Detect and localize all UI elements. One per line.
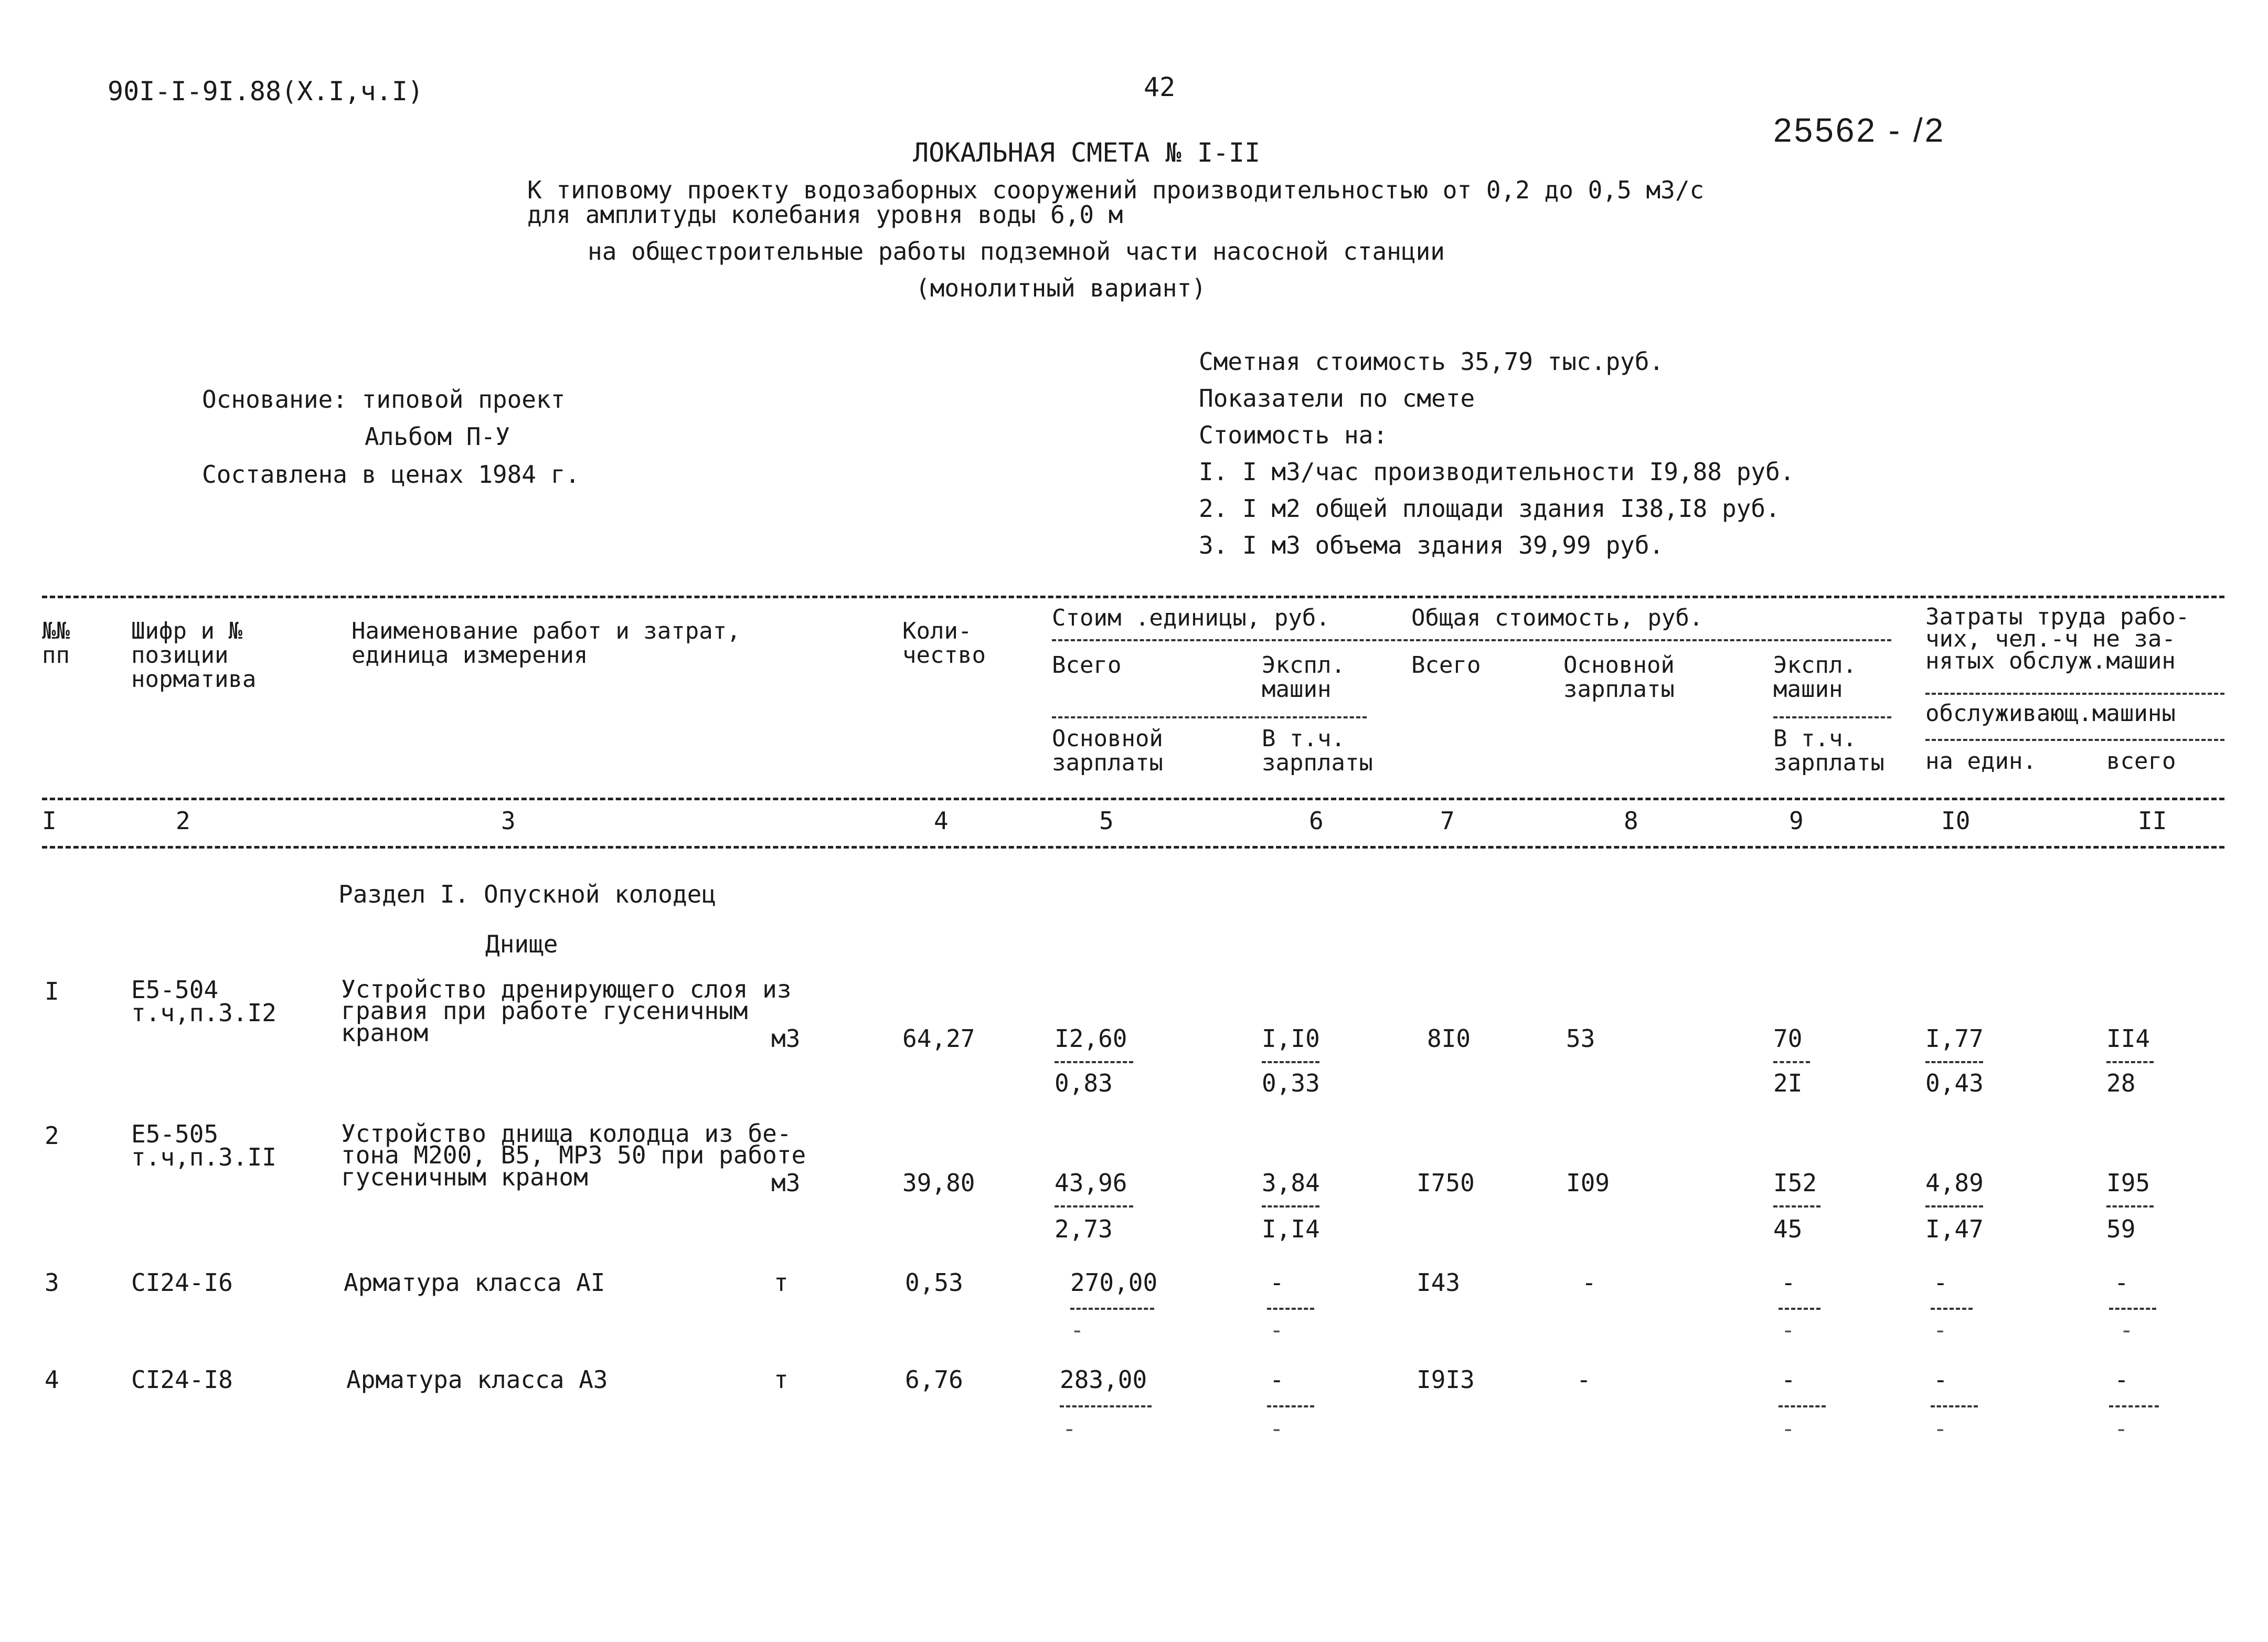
row-unit-total: 270,00 xyxy=(1070,1268,1158,1297)
header-labor-service: обслуживающ.машины xyxy=(1925,700,2176,727)
row-unit: м3 xyxy=(771,1169,801,1197)
cost-per-area: 2. I м2 общей площади здания I38,I8 руб. xyxy=(1199,494,1780,523)
cost-per-capacity: I. I м3/час производительности I9,88 руб. xyxy=(1199,458,1795,486)
header-labor-total: всего xyxy=(2106,748,2176,775)
table-top-rule xyxy=(42,596,2224,598)
row-code: Е5-504 т.ч,п.3.I2 xyxy=(131,976,276,1027)
row-total-machines: I52 xyxy=(1773,1169,1817,1197)
row-unit: т xyxy=(774,1365,789,1394)
column-number-8: 8 xyxy=(1624,807,1638,835)
row-labor-total-rule xyxy=(2106,1061,2154,1063)
row-total-all: I750 xyxy=(1417,1169,1475,1197)
row-unit-wages: - xyxy=(1062,1415,1077,1442)
row-labor-total: II4 xyxy=(2106,1024,2150,1053)
row-total-all: 8I0 xyxy=(1427,1024,1471,1053)
row-unit-machines: - xyxy=(1270,1365,1284,1394)
row-labor-service-total: - xyxy=(2114,1415,2128,1442)
header-total-incl-wages: В т.ч. зарплаты xyxy=(1773,725,1884,777)
row-unit-total: 283,00 xyxy=(1060,1365,1147,1394)
row-unit-machines: - xyxy=(1270,1268,1284,1297)
header-unit-cost: Стоим .единицы, руб. xyxy=(1052,605,1330,631)
row-labor-total-rule xyxy=(2109,1308,2156,1310)
cost-per-title: Стоимость на: xyxy=(1199,421,1388,449)
row-unit-incl-wages: - xyxy=(1270,1415,1284,1442)
estimated-cost: Сметная стоимость 35,79 тыс.руб. xyxy=(1199,347,1664,376)
row-labor-per-unit-rule xyxy=(1931,1405,1978,1407)
row-labor-total-rule xyxy=(2106,1205,2154,1207)
row-unit-machines-rule xyxy=(1267,1308,1314,1310)
row-unit-incl-wages: - xyxy=(1270,1317,1284,1343)
row-labor-per-unit: - xyxy=(1933,1365,1948,1394)
document-code: 90I-I-9I.88(X.I,ч.I) xyxy=(108,76,424,107)
header-total-cost: Общая стоимость, руб. xyxy=(1411,605,1703,631)
document-subtitle-3: на общестроительные работы подземной части насосной станции xyxy=(588,237,1445,266)
document-subtitle-2: для амплитуды колебания уровня воды 6,0 м xyxy=(527,200,1123,229)
row-unit: т xyxy=(774,1268,789,1297)
row-quantity: 6,76 xyxy=(905,1365,963,1394)
archive-stamp-number: 25562 - /2 xyxy=(1773,111,1946,149)
basis-prices: Составлена в ценах 1984 г. xyxy=(202,460,580,489)
header-labor-rule-2 xyxy=(1925,739,2224,741)
row-total-machines: - xyxy=(1781,1365,1796,1394)
indicators-title: Показатели по смете xyxy=(1199,384,1475,412)
row-code: СI24-I6 xyxy=(131,1268,233,1297)
header-total-machines: Экспл. машин xyxy=(1773,652,1857,703)
row-total-machines: - xyxy=(1781,1268,1796,1297)
header-col-4: Коли- чество xyxy=(902,618,986,669)
column-number-10: I0 xyxy=(1941,807,1971,835)
row-number: 2 xyxy=(45,1121,59,1150)
row-labor-service-total: - xyxy=(2120,1317,2134,1343)
row-total-wages: I09 xyxy=(1566,1169,1610,1197)
header-col-2: Шифр и № позиции норматива xyxy=(131,618,257,693)
column-number-4: 4 xyxy=(934,807,949,835)
table-numbers-rule xyxy=(42,846,2224,849)
row-total-incl-wages: 2I xyxy=(1773,1069,1803,1097)
column-number-2: 2 xyxy=(176,807,190,835)
column-number-1: I xyxy=(42,807,57,835)
header-total-sub-rule xyxy=(1773,716,1891,718)
header-labor: Затраты труда рабо- чих, чел.-ч не за- нятых обслуж.машин xyxy=(1925,603,2190,674)
row-labor-per-unit: 4,89 xyxy=(1925,1169,1984,1197)
row-labor-total-rule xyxy=(2109,1405,2159,1407)
row-unit-total-rule xyxy=(1060,1405,1152,1407)
row-total-machines-rule xyxy=(1779,1308,1820,1310)
document-title: ЛОКАЛЬНАЯ СМЕТА № I-II xyxy=(913,137,1261,168)
row-total-machines-rule xyxy=(1779,1405,1826,1407)
row-total-machines-rule xyxy=(1773,1061,1810,1063)
header-col-1: №№ пп xyxy=(42,618,70,669)
row-total-machines: 70 xyxy=(1773,1024,1803,1053)
row-total-incl-wages: - xyxy=(1781,1317,1795,1343)
row-unit-total: I2,60 xyxy=(1055,1024,1127,1053)
header-unit-machines: Экспл. машин xyxy=(1262,652,1345,703)
header-group-rule xyxy=(1052,639,1891,641)
row-labor-per-unit-rule xyxy=(1925,1205,1983,1207)
row-unit-machines-rule xyxy=(1262,1205,1319,1207)
section-subtitle: Днище xyxy=(485,930,558,958)
row-unit-wages: 2,73 xyxy=(1055,1215,1113,1243)
header-labor-rule-1 xyxy=(1925,693,2224,695)
row-number: I xyxy=(45,977,59,1005)
row-quantity: 64,27 xyxy=(902,1024,975,1053)
row-code: Е5-505 т.ч,п.3.II xyxy=(131,1120,276,1171)
header-unit-total: Всего xyxy=(1052,652,1122,679)
row-labor-service-per-unit: I,47 xyxy=(1925,1215,1984,1243)
header-labor-per-unit: на един. xyxy=(1925,748,2037,775)
column-number-3: 3 xyxy=(501,807,516,835)
row-number: 4 xyxy=(45,1365,59,1394)
row-name: Устройство днища колодца из бе- тона М200, В5, МРЗ 50 при работе гусеничным краном xyxy=(341,1119,806,1191)
row-labor-per-unit: I,77 xyxy=(1925,1024,1984,1053)
row-labor-total: I95 xyxy=(2106,1169,2150,1197)
row-labor-service-total: 59 xyxy=(2106,1215,2136,1243)
row-labor-service-per-unit: 0,43 xyxy=(1925,1069,1984,1097)
row-name: Арматура класса А3 xyxy=(346,1365,608,1394)
row-unit-incl-wages: 0,33 xyxy=(1262,1069,1320,1097)
row-labor-service-total: 28 xyxy=(2106,1069,2136,1097)
row-name: Устройство дренирующего слоя из гравия при работе гусеничным краном xyxy=(341,975,792,1047)
column-number-11: II xyxy=(2138,807,2167,835)
row-total-all: I43 xyxy=(1417,1268,1461,1297)
column-number-5: 5 xyxy=(1099,807,1114,835)
row-total-machines-rule xyxy=(1773,1205,1820,1207)
header-total-all: Всего xyxy=(1411,652,1481,679)
row-total-wages: 53 xyxy=(1566,1024,1595,1053)
row-unit-machines: 3,84 xyxy=(1262,1169,1320,1197)
header-unit-sub-rule xyxy=(1052,716,1367,718)
header-col-3: Наименование работ и затрат, единица измерения xyxy=(352,618,741,669)
row-labor-service-per-unit: - xyxy=(1933,1415,1947,1442)
row-unit-incl-wages: I,I4 xyxy=(1262,1215,1320,1243)
row-labor-per-unit: - xyxy=(1933,1268,1948,1297)
row-labor-per-unit-rule xyxy=(1925,1061,1983,1063)
header-unit-incl-wages: В т.ч. зарплаты xyxy=(1262,725,1373,777)
row-unit-total-rule xyxy=(1070,1308,1154,1310)
row-unit-wages: - xyxy=(1070,1317,1084,1343)
document-subtitle-4: (монолитный вариант) xyxy=(915,274,1206,302)
row-name: Арматура класса АI xyxy=(344,1268,605,1297)
column-number-6: 6 xyxy=(1309,807,1324,835)
row-unit-machines-rule xyxy=(1262,1061,1319,1063)
row-unit-machines-rule xyxy=(1267,1405,1314,1407)
row-unit-wages: 0,83 xyxy=(1055,1069,1113,1097)
cost-per-volume: 3. I м3 объема здания 39,99 руб. xyxy=(1199,531,1664,559)
row-unit-machines: I,I0 xyxy=(1262,1024,1320,1053)
header-unit-wages: Основной зарплаты xyxy=(1052,725,1163,777)
document-subtitle-1: К типовому проекту водозаборных сооружений производительностью от 0,2 до 0,5 м3/с xyxy=(527,176,1705,204)
row-code: СI24-I8 xyxy=(131,1365,233,1394)
table-header-rule xyxy=(42,798,2224,800)
header-total-wages: Основной зарплаты xyxy=(1563,652,1675,703)
row-total-wages: - xyxy=(1577,1365,1591,1394)
basis-album: Альбом П-У xyxy=(365,422,510,451)
row-total-wages: - xyxy=(1582,1268,1596,1297)
row-number: 3 xyxy=(45,1268,59,1297)
row-quantity: 39,80 xyxy=(902,1169,975,1197)
row-unit-total-rule xyxy=(1055,1205,1133,1207)
page-number: 42 xyxy=(1144,72,1176,102)
column-number-9: 9 xyxy=(1789,807,1804,835)
row-unit: м3 xyxy=(771,1024,801,1053)
section-title: Раздел I. Опускной колодец xyxy=(338,880,717,908)
row-labor-service-per-unit: - xyxy=(1933,1317,1947,1343)
row-total-incl-wages: - xyxy=(1781,1415,1795,1442)
column-number-7: 7 xyxy=(1440,807,1455,835)
row-labor-total: - xyxy=(2114,1268,2129,1297)
row-total-all: I9I3 xyxy=(1417,1365,1475,1394)
row-total-incl-wages: 45 xyxy=(1773,1215,1803,1243)
row-unit-total: 43,96 xyxy=(1055,1169,1127,1197)
basis-project: Основание: типовой проект xyxy=(202,385,566,414)
row-labor-total: - xyxy=(2114,1365,2129,1394)
row-unit-total-rule xyxy=(1055,1061,1133,1063)
row-labor-per-unit-rule xyxy=(1931,1308,1973,1310)
row-quantity: 0,53 xyxy=(905,1268,963,1297)
